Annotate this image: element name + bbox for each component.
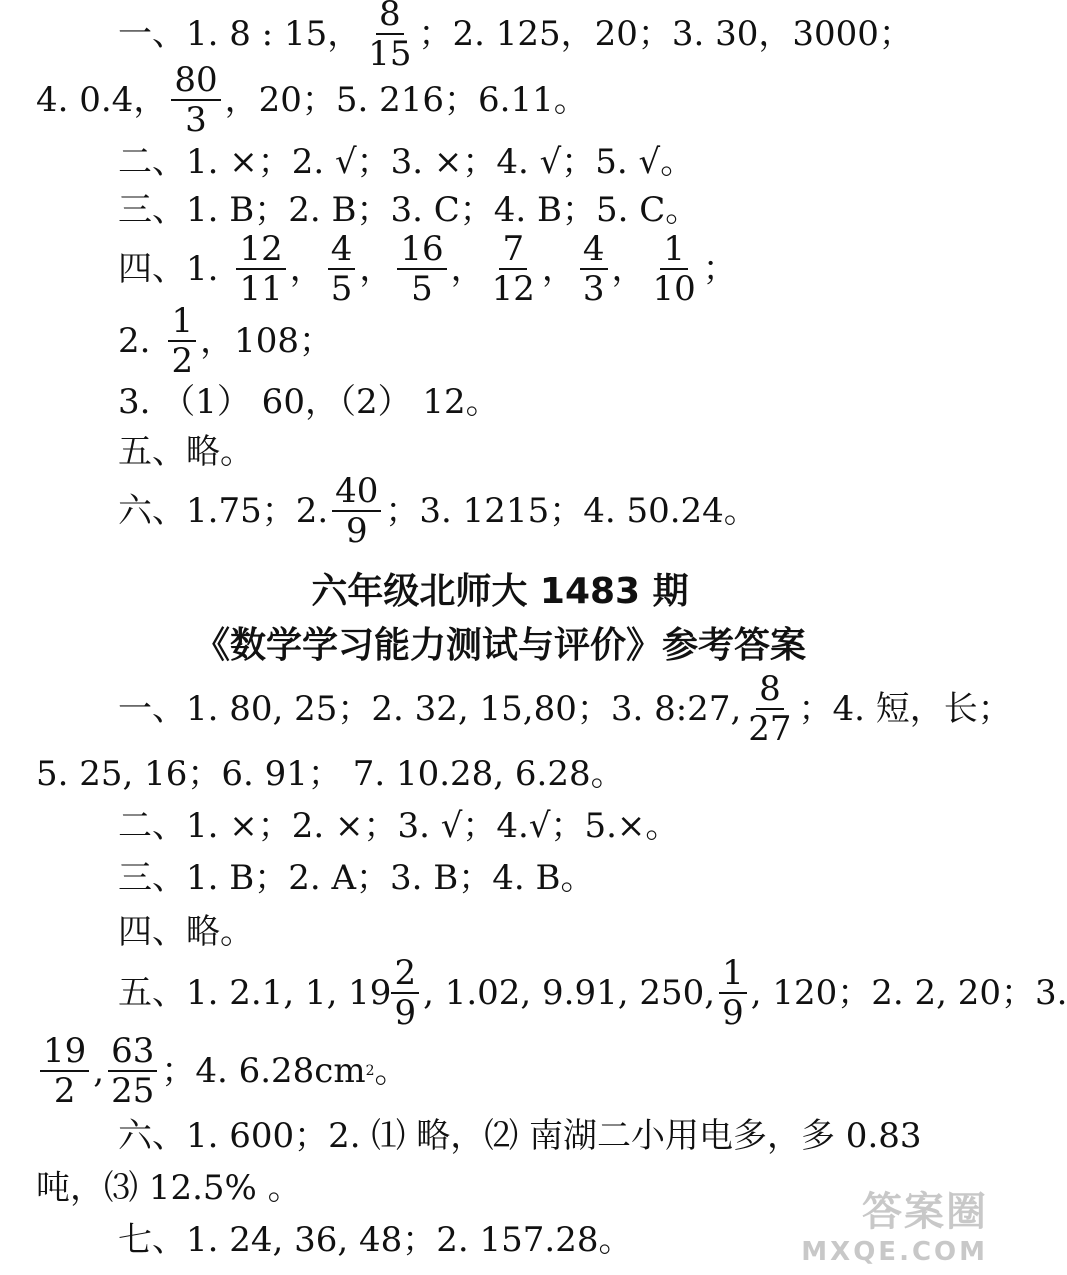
text: 三、1. B；2. B；3. C；4. B；5. C。 (118, 190, 700, 230)
watermark (801, 1180, 988, 1267)
text: ，108； (200, 321, 333, 361)
answer-line-5 (0, 230, 1000, 308)
comma: ， (541, 249, 576, 289)
answer-line-15 (0, 953, 1067, 1033)
text: 。 (374, 1051, 409, 1091)
text: 四、1. (118, 249, 219, 289)
fraction: $\frac{80}{3}$ (171, 63, 220, 137)
answer-line-17 (0, 1114, 1000, 1158)
answer-line-14 (0, 910, 1000, 954)
text: 七、1. 24, 36, 48；2. 157.28。 (118, 1220, 633, 1260)
text: 一、1. 8 : 15， (118, 14, 362, 54)
answer-line-8 (0, 430, 1000, 474)
text: 4. 0.4， (36, 80, 168, 120)
section-title: 六年级北师大 1483 期 (311, 571, 689, 612)
section-subtitle: 《数学学习能力测试与评价》参考答案 (193, 625, 806, 666)
fraction: $\frac{1}{9}$ (719, 956, 747, 1030)
text: ；4. 短，长； (798, 689, 1012, 729)
answer-line-10 (0, 669, 1012, 749)
text: , 1.02, 9.91, 250, (423, 973, 716, 1013)
text: 三、1. B；2. A；3. B；4. B。 (118, 858, 595, 898)
text: 六、1.75；2. (118, 491, 329, 531)
comma: ， (359, 249, 394, 289)
comma: ， (611, 249, 646, 289)
fraction: $\frac{1}{10}$ (652, 229, 696, 309)
fraction: $\frac{2}{9}$ (391, 956, 419, 1030)
answer-line-1 (0, 0, 1000, 74)
text: 四、略。 (118, 912, 254, 952)
fraction: $\frac{19}{2}$ (40, 1034, 89, 1108)
answer-line-12 (0, 804, 1000, 848)
watermark-url: MXQE.COM (801, 1237, 988, 1267)
text: 五、略。 (118, 432, 254, 472)
comma: ， (289, 249, 324, 289)
fraction: $\frac{8}{27}$ (748, 669, 792, 749)
superscript: 2 (365, 1063, 375, 1079)
fraction: $\frac{40}{9}$ (332, 474, 381, 548)
fraction: $\frac{16}{5}$ (397, 232, 446, 306)
text: ；4. 6.28cm (161, 1051, 366, 1091)
fraction: $\frac{7}{12}$ (491, 229, 535, 309)
text: 六、1. 600；2. ⑴ 略，⑵ 南湖二小用电多，多 0.83 (118, 1116, 922, 1156)
text: 吨，⑶ 12.5% 。 (36, 1168, 302, 1208)
fraction: $\frac{4}{3}$ (580, 232, 608, 306)
fraction: $\frac{12}{11}$ (236, 232, 285, 306)
text: 2. (118, 321, 151, 361)
text: 二、1. ×；2. √；3. ×；4. √；5. √。 (118, 142, 695, 182)
text: 3. （1） 60，（2） 12。 (118, 382, 500, 422)
answer-line-3 (0, 140, 1000, 184)
text: ；2. 125，20；3. 30，3000； (418, 14, 913, 54)
comma: ， (450, 249, 485, 289)
answer-line-6 (0, 302, 1000, 380)
text: ； (702, 249, 737, 289)
answer-line-4 (0, 188, 1000, 232)
answer-line-11 (0, 752, 1000, 796)
text: ；3. 1215；4. 50.24。 (385, 491, 758, 531)
answer-line-9 (0, 472, 1000, 550)
text: 二、1. ×；2. ×；3. √；4.√；5.×。 (118, 806, 680, 846)
answer-line-13 (0, 856, 1000, 900)
answer-line-16 (0, 1032, 1000, 1110)
watermark-logo-text: 答案圈 (862, 1189, 988, 1235)
text: , 120；2. 2, 20；3. (750, 973, 1067, 1013)
text: , (93, 1051, 105, 1091)
text: ，20；5. 216；6.11。 (224, 80, 588, 120)
fraction: $\frac{4}{5}$ (328, 232, 356, 306)
text: 一、1. 80, 25；2. 32, 15,80；3. 8:27, (118, 689, 742, 729)
answer-line-2 (0, 62, 1000, 138)
fraction: $\frac{8}{15}$ (365, 0, 414, 71)
text: 五、1. 2.1, 1, 19 (118, 973, 392, 1013)
fraction: $\frac{1}{2}$ (168, 304, 196, 378)
fraction: $\frac{63}{25}$ (108, 1034, 157, 1108)
text: 5. 25, 16；6. 91； 7. 10.28, 6.28。 (36, 754, 625, 794)
answer-line-7 (0, 380, 1000, 424)
